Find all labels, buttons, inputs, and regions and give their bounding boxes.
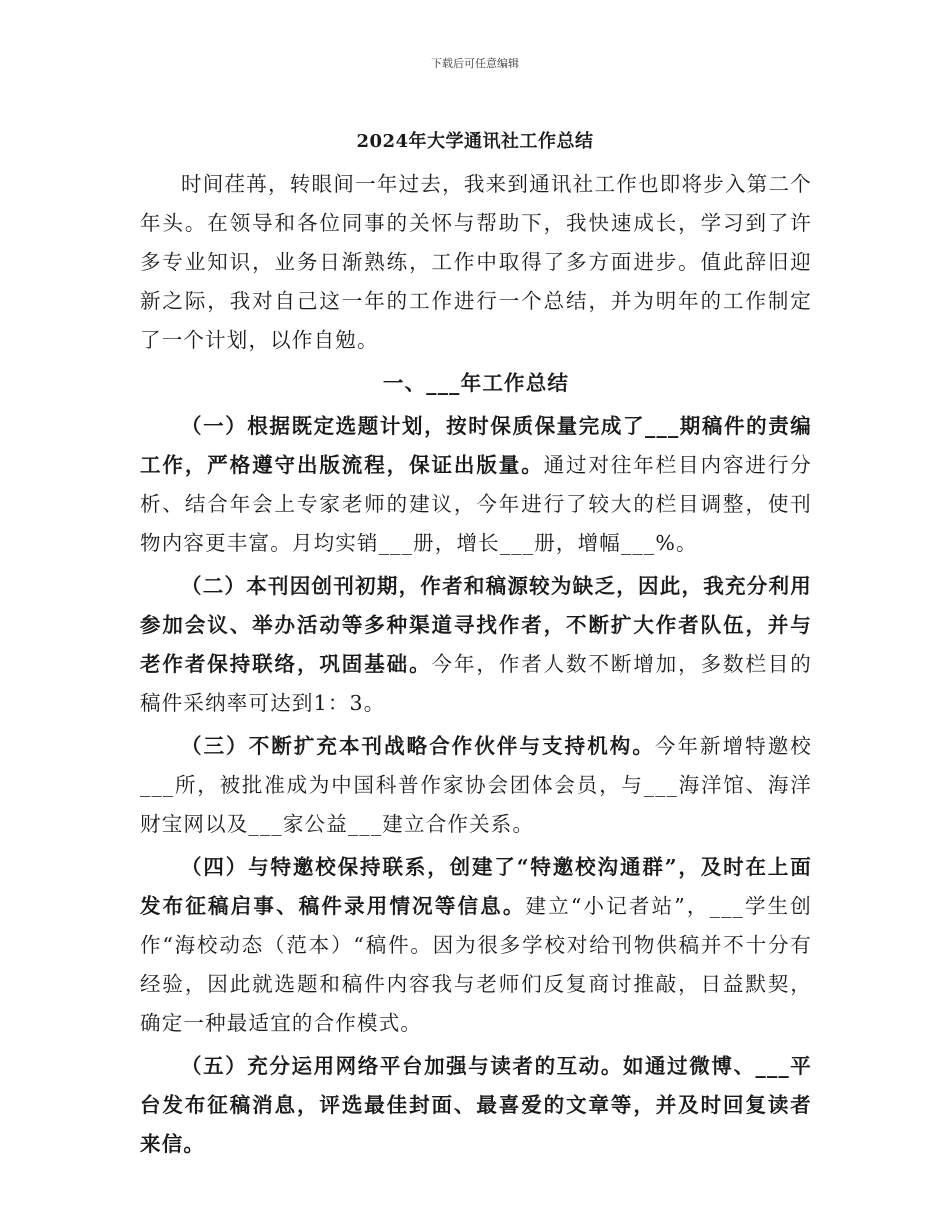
document-body: [140, 165, 812, 1164]
item-lead: （三）不断扩充本刊战略合作伙伴与支持机构。: [181, 734, 655, 758]
item-lead: （五）充分运用网络平台加强与读者的互动。如通过微博、___平台发布征稿消息，评选最佳封面、最喜爱的文章等，并及时回复读者来信。: [140, 1054, 812, 1156]
item-text: 建立“小记者站”，___学生创作“海校动态（范本）“稿件。因为很多学校对给刊物供稿并不十分有经验，因此就选题和稿件内容我与老师们反复商讨推敲，日益默契，确定一种最适宜的合作模式。: [140, 894, 812, 1035]
item-text: 通过对往年栏目内容进行分析、结合年会上专家老师的建议，今年进行了较大的栏目调整，使刊物内容更丰富。月均实销___册，增长___册，增幅___%。: [140, 453, 812, 555]
item-paragraph-3: [140, 727, 812, 844]
item-text: 今年，作者人数不断增加，多数栏目的稿件采纳率可达到1：3。: [140, 652, 812, 715]
document-title: 2024年大学通讯社工作总结: [356, 131, 594, 152]
item-paragraph-2: [140, 567, 812, 723]
header-note: 下载后可任意编辑: [431, 57, 519, 70]
item-text: 今年新增特邀校___所，被批准成为中国科普作家协会团体会员，与___海洋馆、海洋财宝网以及___家公益___建立合作关系。: [140, 734, 813, 836]
item-lead: （一）根据既定选题计划，按时保质保量完成了___期稿件的责编工作，严格遵守出版流程，保证出版量。: [140, 414, 812, 477]
item-paragraph-1: [140, 407, 812, 563]
intro-paragraph: 时间荏苒，转眼间一年过去，我来到通讯社工作也即将步入第二个年头。在领导和各位同事的关怀与帮助下，我快速成长，学习到了许多专业知识，业务日渐熟练，工作中取得了多方面进步。值此辞旧迎新之际，我对自己这一年的工作进行一个总结，并为明年的工作制定了一个计划，以作自勉。: [140, 172, 812, 352]
item-lead: （四）与特邀校保持联系，创建了“特邀校沟通群”，及时在上面发布征稿启事、稿件录用情况等信息。: [140, 855, 812, 918]
section-heading: 一、___年工作总结: [382, 371, 570, 395]
item-paragraph-5: [140, 1047, 812, 1164]
item-lead: （二）本刊因创刊初期，作者和稿源较为缺乏，因此，我充分利用参加会议、举办活动等多种渠道寻找作者，不断扩大作者队伍，并与老作者保持联络，巩固基础。: [140, 574, 812, 676]
item-paragraph-4: [140, 848, 812, 1043]
